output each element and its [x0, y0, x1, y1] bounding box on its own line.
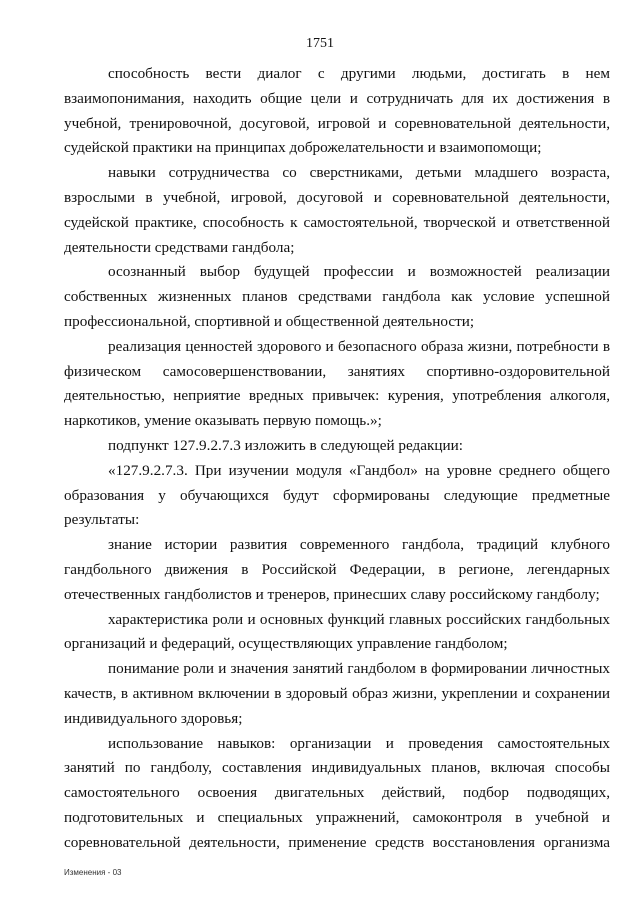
page-number: 1751	[306, 36, 334, 51]
paragraph-cooperation-skills: навыки сотрудничества со сверстниками, детьми младшего возраста, взрослыми в учебной, игровой, досуговой и соревновательной деятельности, судейской практике, способность к самостоятельной, творческой и ответственной деятельности средствами гандбола;	[64, 164, 610, 256]
paragraph-skills-usage: использование навыков: организации и проведения самостоятельных занятий по гандболу, составления индивидуальных планов, включая способы самостоятельного освоения двигательных действий, подбор подводящих, подготовительных и специальных упражнений, самоконтроля в учебной и соревновательной деятельности, применение средств восстановления организма	[64, 734, 610, 851]
paragraph-organizations-role: характеристика роли и основных функций главных российских гандбольных организаций и федераций, осуществляющих управление гандболом;	[64, 610, 610, 653]
paragraph-profession-choice: осознанный выбор будущей профессии и возможностей реализации собственных жизненных планов средствами гандбола как условие успешной профессиональной, спортивной и общественной деятельности;	[64, 263, 610, 330]
paragraph-handball-history: знание истории развития современного гандбола, традиций клубного гандбольного движения в Российской Федерации, в регионе, легендарных отечественных гандболистов и тренеров, принесших славу российскому гандболу;	[64, 536, 610, 603]
paragraph-healthy-lifestyle: реализация ценностей здорового и безопасного образа жизни, потребности в физическом самосовершенствовании, занятиях спортивно-оздоровительной деятельностью, неприятие вредных привычек: курения, употребления алкоголя, наркотиков, умение оказывать первую помощь.»;	[64, 337, 610, 430]
footer-revision-note: Изменения - 03	[64, 868, 122, 877]
paragraph-module-results-intro: «127.9.2.7.3. При изучении модуля «Гандбол» на уровне среднего общего образования у обучающихся будут сформированы следующие предметные результаты:	[64, 461, 610, 529]
document-body	[64, 62, 610, 856]
paragraph-subclause-instruction: подпункт 127.9.2.7.3 изложить в следующей редакции:	[108, 436, 463, 454]
paragraph-personal-qualities: понимание роли и значения занятий гандболом в формировании личностных качеств, в активном включении в здоровый образ жизни, укреплении и сохранении индивидуального здоровья;	[64, 660, 610, 727]
paragraph-dialog-ability: способность вести диалог с другими людьми, достигать в нем взаимопонимания, находить общие цели и сотрудничать для их достижения в учебной, тренировочной, досуговой, игровой и соревновательной деятельности, судейской практики на принципах доброжелательности и взаимопомощи;	[64, 65, 610, 157]
